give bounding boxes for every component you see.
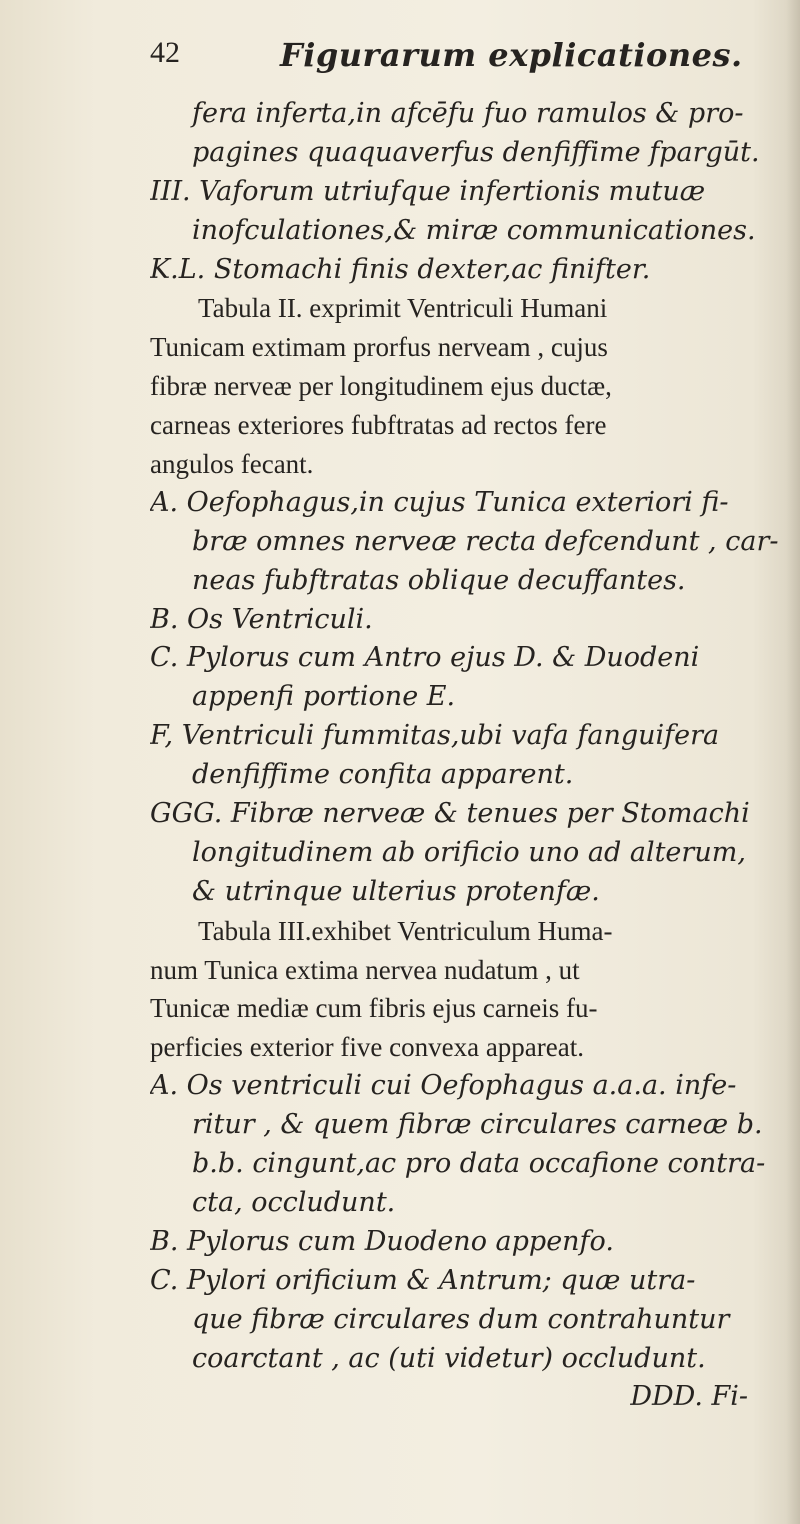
page-number: 42 xyxy=(150,36,180,69)
text-line: inofculationes,& miræ communicationes. xyxy=(192,214,756,246)
text-line: num Tunica extima nervea nudatum , ut xyxy=(150,954,580,985)
text-line: K.L. Stomachi finis dexter,ac finifter. xyxy=(150,253,651,285)
text-line: Tunicam extimam prorfus nerveam , cujus xyxy=(150,332,608,363)
text-line: fera inferta,in afcēfu fuo ramulos & pro- xyxy=(192,98,744,129)
text-line: pagines quaquaverfus denfiffime fpargūt. xyxy=(192,136,760,168)
text-line: Tunicæ mediæ cum fibris ejus carneis fu- xyxy=(150,993,598,1024)
text-line: fibræ nerveæ per longitudinem ejus ductæ, xyxy=(150,371,612,402)
running-title: Figurarum explicationes. xyxy=(280,36,743,74)
text-line: GGG. Fibræ nerveæ & tenues per Stomachi xyxy=(150,798,750,830)
text-line: perficies exterior five convexa appareat. xyxy=(150,1032,585,1063)
page-edge-shadow xyxy=(786,0,800,1524)
page-header xyxy=(150,36,770,96)
text-line: neas fubftratas oblique decuffantes. xyxy=(192,564,686,596)
text-line: carneas exteriores fubftratas ad rectos fere xyxy=(150,410,607,441)
text-line: cta, occludunt. xyxy=(192,1186,396,1218)
text-line: C. Pylorus cum Antro ejus D. & Duodeni xyxy=(150,642,700,674)
text-line: Tabula III.exhibet Ventriculum Huma- xyxy=(198,915,613,946)
catchword: DDD. Fi- xyxy=(630,1381,748,1413)
text-line: coarctant , ac (uti videtur) occludunt. xyxy=(192,1342,706,1374)
text-line: appenfi portione E. xyxy=(192,681,456,713)
text-line: B. Os Ventriculi. xyxy=(150,603,373,635)
text-line: denfiffime confita apparent. xyxy=(192,759,574,791)
text-line: longitudinem ab orificio uno ad alterum, xyxy=(192,836,746,868)
text-line: & utrinque ulterius protenfæ. xyxy=(192,875,600,907)
text-line: C. Pylori orificium & Antrum; quæ utra- xyxy=(150,1264,696,1296)
text-line: que fibræ circulares dum contrahuntur xyxy=(192,1303,730,1335)
text-line: bræ omnes nerveæ recta defcendunt , car- xyxy=(192,525,778,557)
text-line: angulos fecant. xyxy=(150,449,314,480)
text-line: Tabula II. exprimit Ventriculi Humani xyxy=(198,293,608,324)
body-text xyxy=(150,95,778,1417)
text-line: b.b. cingunt,ac pro data occafione contra- xyxy=(192,1148,766,1180)
text-line: III. Vaforum utriufque infertionis mutuæ xyxy=(150,175,706,207)
text-line: A. Os ventriculi cui Oefophagus a.a.a. infe- xyxy=(150,1070,737,1102)
text-line: B. Pylorus cum Duodeno appenfo. xyxy=(150,1225,614,1257)
text-line: F, Ventriculi fummitas,ubi vafa fanguifera xyxy=(150,720,720,752)
text-line: ritur , & quem fibræ circulares carneæ b. xyxy=(192,1109,763,1141)
text-line: A. Oefophagus,in cujus Tunica exteriori fi- xyxy=(150,486,729,518)
